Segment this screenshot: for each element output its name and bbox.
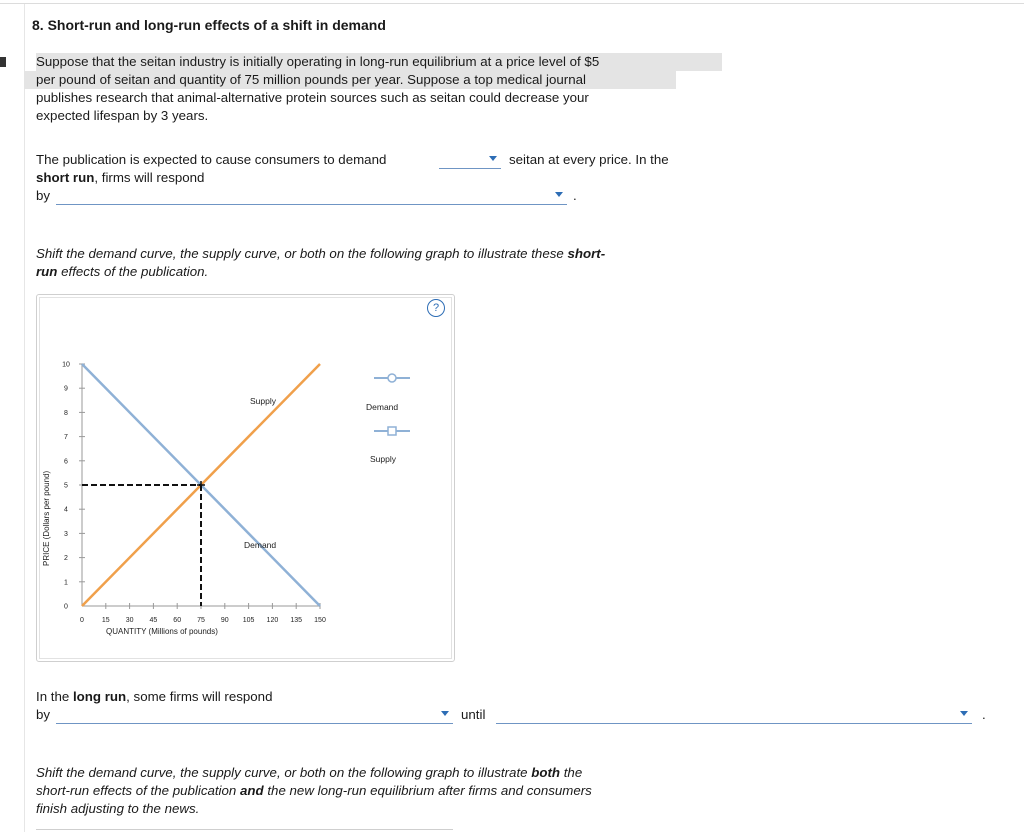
legend-supply-label: Supply [370, 454, 396, 464]
short-run-response-dropdown[interactable] [56, 188, 567, 205]
x-tick-label: 90 [220, 617, 229, 624]
long-run-until-dropdown[interactable] [496, 707, 972, 724]
instr2-text-d: the new long-run equilibrium after firms and consumers [267, 783, 592, 798]
intro-line-1: Suppose that the seitan industry is initially operating in long-run equilibrium at a price level of $5 [36, 53, 722, 71]
sr-text-2: seitan at every price. In the [509, 152, 669, 167]
lr-until: until [461, 707, 486, 722]
y-tick-label: 5 [64, 482, 68, 490]
lr-bold: long run [72, 689, 127, 704]
y-tick-label: 3 [64, 530, 68, 538]
x-tick-label: 120 [266, 617, 279, 624]
x-tick-label: 105 [242, 617, 255, 624]
graph-panel [39, 297, 452, 659]
y-axis-label: PRICE (Dollars per pound) [42, 470, 51, 566]
y-tick-label: 2 [64, 555, 68, 563]
y-tick-label: 0 [64, 603, 68, 611]
sr-by: by [36, 188, 51, 203]
question-title: 8. Short-run and long-run effects of a shift in demand [32, 17, 386, 33]
x-tick-label: 150 [314, 617, 326, 624]
top-divider [0, 3, 1024, 4]
shift-instruction-2c: finish adjusting to the news. [36, 801, 200, 816]
y-tick-label: 10 [62, 361, 70, 369]
x-tick-label: 30 [125, 617, 134, 624]
long-run-response-dropdown[interactable] [56, 707, 453, 724]
x-tick-label: 15 [101, 617, 110, 624]
supply-curve-label: Supply [250, 396, 276, 406]
shift-instruction-1b [36, 263, 208, 281]
instr-text-2: effects of the publication. [61, 264, 209, 279]
x-tick-label: 75 [197, 617, 205, 624]
intro-line-4: expected lifespan by 3 years. [36, 108, 209, 123]
sr-text-1: The publication is expected to cause consumers to demand [36, 152, 387, 167]
lr-line-1 [36, 688, 272, 706]
lr-text-1: In the [36, 689, 70, 704]
shift-instruction-1 [36, 245, 605, 263]
x-tick-label: 45 [149, 617, 158, 624]
lr-text-2: , some firms will respond [126, 689, 273, 704]
lr-period: . [982, 707, 986, 722]
y-tick-label: 1 [64, 579, 68, 587]
sr-period: . [573, 188, 577, 203]
chevron-down-icon [441, 711, 449, 716]
instr-text: Shift the demand curve, the supply curve, or both on the following graph to illustrate these [36, 246, 564, 261]
y-tick-label: 6 [64, 458, 68, 466]
instr-bold: short- [567, 246, 606, 261]
x-tick-label: 135 [290, 617, 303, 624]
instr2-bold-1: both [531, 765, 561, 780]
left-rule [24, 4, 25, 832]
x-tick-label: 0 [80, 617, 84, 624]
row-marker [0, 57, 6, 67]
sr-text-3: , firms will respond [94, 170, 205, 185]
intro-line-2: per pound of seitan and quantity of 75 million pounds per year. Suppose a top medical journal [24, 71, 676, 89]
x-axis-label: QUANTITY (Millions of pounds) [106, 627, 218, 636]
intro-line-3: publishes research that animal-alternative protein sources such as seitan could decrease your [36, 90, 589, 105]
y-tick-label: 4 [64, 506, 68, 514]
instr-bold-2: run [36, 264, 58, 279]
demand-curve-label: Demand [244, 540, 277, 550]
instr2-bold-2: and [240, 783, 264, 798]
lr-by: by [36, 707, 51, 722]
legend-demand-label: Demand [366, 402, 399, 412]
intro-paragraph [36, 53, 726, 125]
shift-instruction-2b [36, 782, 592, 800]
chevron-down-icon [489, 156, 497, 161]
instr2-text-a: Shift the demand curve, the supply curve, or both on the following graph to illustrate [36, 765, 528, 780]
help-button[interactable]: ? [427, 299, 445, 317]
y-tick-label: 9 [64, 385, 68, 393]
sr-bold: short run [36, 170, 95, 185]
instr2-text-c: short-run effects of the publication [36, 783, 237, 798]
y-tick-label: 7 [64, 434, 68, 442]
chevron-down-icon [960, 711, 968, 716]
shift-instruction-2a [36, 764, 582, 782]
instr2-text-b: the [563, 765, 583, 780]
x-tick-label: 60 [173, 617, 182, 624]
demand-change-dropdown[interactable] [439, 152, 501, 169]
next-graph-frame-top [36, 829, 453, 833]
sr-line-2 [36, 169, 204, 187]
chevron-down-icon [555, 192, 563, 197]
y-tick-label: 8 [64, 409, 68, 417]
